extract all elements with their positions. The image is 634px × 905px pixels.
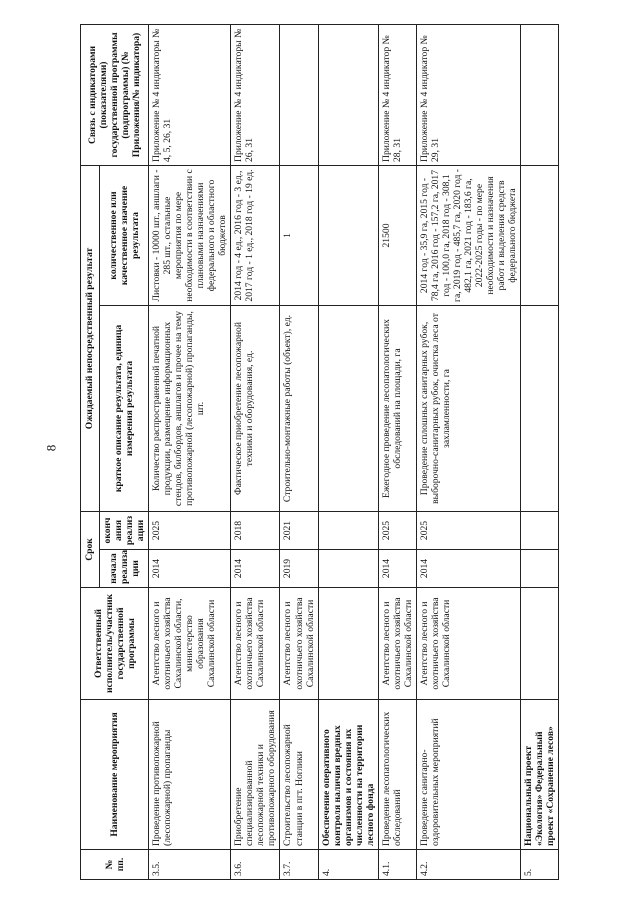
cell-qty: 1 xyxy=(280,165,318,305)
events-table xyxy=(80,24,559,880)
cell-desc: Ежегодное проведение лесопатологических обследований на площади, га xyxy=(378,306,416,512)
cell-link xyxy=(318,24,378,165)
cell-start: 2014 xyxy=(416,550,520,588)
cell-name: Проведение лесопатологических обследований xyxy=(378,700,416,850)
cell-resp: Агентство лесного и охотничьего хозяйства Сахалинской области xyxy=(231,588,280,700)
cell-start: 2014 xyxy=(378,550,416,588)
table-row xyxy=(416,24,520,879)
cell-qty xyxy=(318,165,378,305)
table-row xyxy=(231,24,280,879)
cell-name: Проведение санитарно-оздоровительных мероприятий xyxy=(416,700,520,850)
header-num: № пп. xyxy=(81,850,149,880)
cell-start: 2014 xyxy=(149,550,231,588)
cell-start: 2014 xyxy=(231,550,280,588)
cell-num: 4.1. xyxy=(378,850,416,880)
cell-end: 2018 xyxy=(231,512,280,550)
cell-end: 2025 xyxy=(416,512,520,550)
cell-desc xyxy=(318,306,378,512)
cell-start xyxy=(521,550,559,588)
cell-resp: Агентство лесного и охотничьего хозяйства Сахалинской области xyxy=(280,588,318,700)
cell-end: 2025 xyxy=(378,512,416,550)
cell-link: Приложение № 4 индикаторы № 26, 31 xyxy=(231,24,280,165)
cell-num: 3.7. xyxy=(280,850,318,880)
table-row xyxy=(149,24,231,879)
cell-link xyxy=(280,24,318,165)
rotated-table-container xyxy=(80,25,580,880)
header-expected: Ожидаемый непосредственный результат xyxy=(81,165,100,511)
cell-desc: Строительно-монтажные работы (объект), ед. xyxy=(280,306,318,512)
header-term: Срок xyxy=(81,512,100,588)
table-row xyxy=(280,24,318,879)
table-row xyxy=(521,24,559,879)
header-short-desc: краткое описание результата, единица измерения результата xyxy=(100,306,149,512)
header-start: начала реализа ции xyxy=(100,550,149,588)
cell-name: Строительство лесопожарной станции в пгт. Ноглики xyxy=(280,700,318,850)
cell-num: 4.2. xyxy=(416,850,520,880)
cell-num: 3.5. xyxy=(149,850,231,880)
table-row xyxy=(318,24,378,879)
cell-name: Приобретение специализированной лесопожарной техники и противопожарного оборудования xyxy=(231,700,280,850)
cell-end xyxy=(521,512,559,550)
page-number: 8 xyxy=(43,444,59,452)
header-qty: количественное или качественное значение результата xyxy=(100,165,149,305)
cell-resp: Агентство лесного и охотничьего хозяйства Сахалинской области, министерство образования Сахалинской области xyxy=(149,588,231,700)
cell-name: Проведение противопожарной (лесопожарной) пропаганды xyxy=(149,700,231,850)
cell-link: Приложение № 4 индикатор № 28, 31 xyxy=(378,24,416,165)
cell-end: 2025 xyxy=(149,512,231,550)
cell-desc: Фактическое приобретение лесопожарной техники и оборудования, ед. xyxy=(231,306,280,512)
cell-link: Приложение № 4 индикаторы № 4, 5, 26, 31 xyxy=(149,24,231,165)
cell-resp: Агентство лесного и охотничьего хозяйства Сахалинской области xyxy=(416,588,520,700)
cell-desc xyxy=(521,306,559,512)
cell-start xyxy=(318,550,378,588)
cell-resp: Агентство лесного и охотничьего хозяйства Сахалинской области xyxy=(378,588,416,700)
cell-resp xyxy=(521,588,559,700)
table-row xyxy=(378,24,416,879)
cell-qty: 2014 год - 35,9 га, 2015 год - 78,4 га, 2016 год - 157,2 га, 2017 год - 100,0 га, 2018 год - 308,1 га, 2019 год - 485,7 га, 2020 год - 482,1 га, 2021 год - 183,6 га, 2022-2025 годы - по мере необходимости и назначения работ и выделения средств федерального бюджета xyxy=(416,165,520,305)
header-end: оконч ания реализ ации xyxy=(100,512,149,550)
cell-link: Приложение № 4 индикатор № 29, 31 xyxy=(416,24,520,165)
header-link: Связь с индикаторами (показателями) государственной программы (подпрограммы) (№ Приложения/№ индикатора) xyxy=(81,24,149,165)
cell-qty: 2014 год - 4 ед., 2016 год - 3 ед., 2017 год - 1 ед., 2018 год - 19 ед. xyxy=(231,165,280,305)
cell-num: 4. xyxy=(318,850,378,880)
cell-name: Национальный проект «Экология» Федеральный проект «Сохранение лесов» xyxy=(521,700,559,850)
cell-num: 3.6. xyxy=(231,850,280,880)
cell-qty: 21500 xyxy=(378,165,416,305)
cell-resp xyxy=(318,588,378,700)
cell-start: 2019 xyxy=(280,550,318,588)
cell-qty: Листовки - 10000 шт., аншлаги - 285 шт., остальные мероприятия по мере необходимости в соответствии с плановыми назначениями федерального и областного бюджетов xyxy=(149,165,231,305)
header-name: Наименование мероприятия xyxy=(81,700,149,850)
cell-end xyxy=(318,512,378,550)
header-responsible: Ответственный исполнитель/участник государственной программы xyxy=(81,588,149,700)
cell-name: Обеспечение оперативного контроля наличия вредных организмов и состояния их численности на территории лесного фонда xyxy=(318,700,378,850)
cell-qty xyxy=(521,165,559,305)
cell-desc: Количество распространенной печатной продукции, размещение информационных стендов, билбордов, аншлагов и прочее на тему противопожарной (лесопожарной) пропаганды, шт. xyxy=(149,306,231,512)
cell-end: 2021 xyxy=(280,512,318,550)
cell-num: 5. xyxy=(521,850,559,880)
cell-desc: Проведение сплошных санитарных рубок, выборочно-санитарных рубок, очистка леса от захламленности, га xyxy=(416,306,520,512)
cell-link xyxy=(521,24,559,165)
